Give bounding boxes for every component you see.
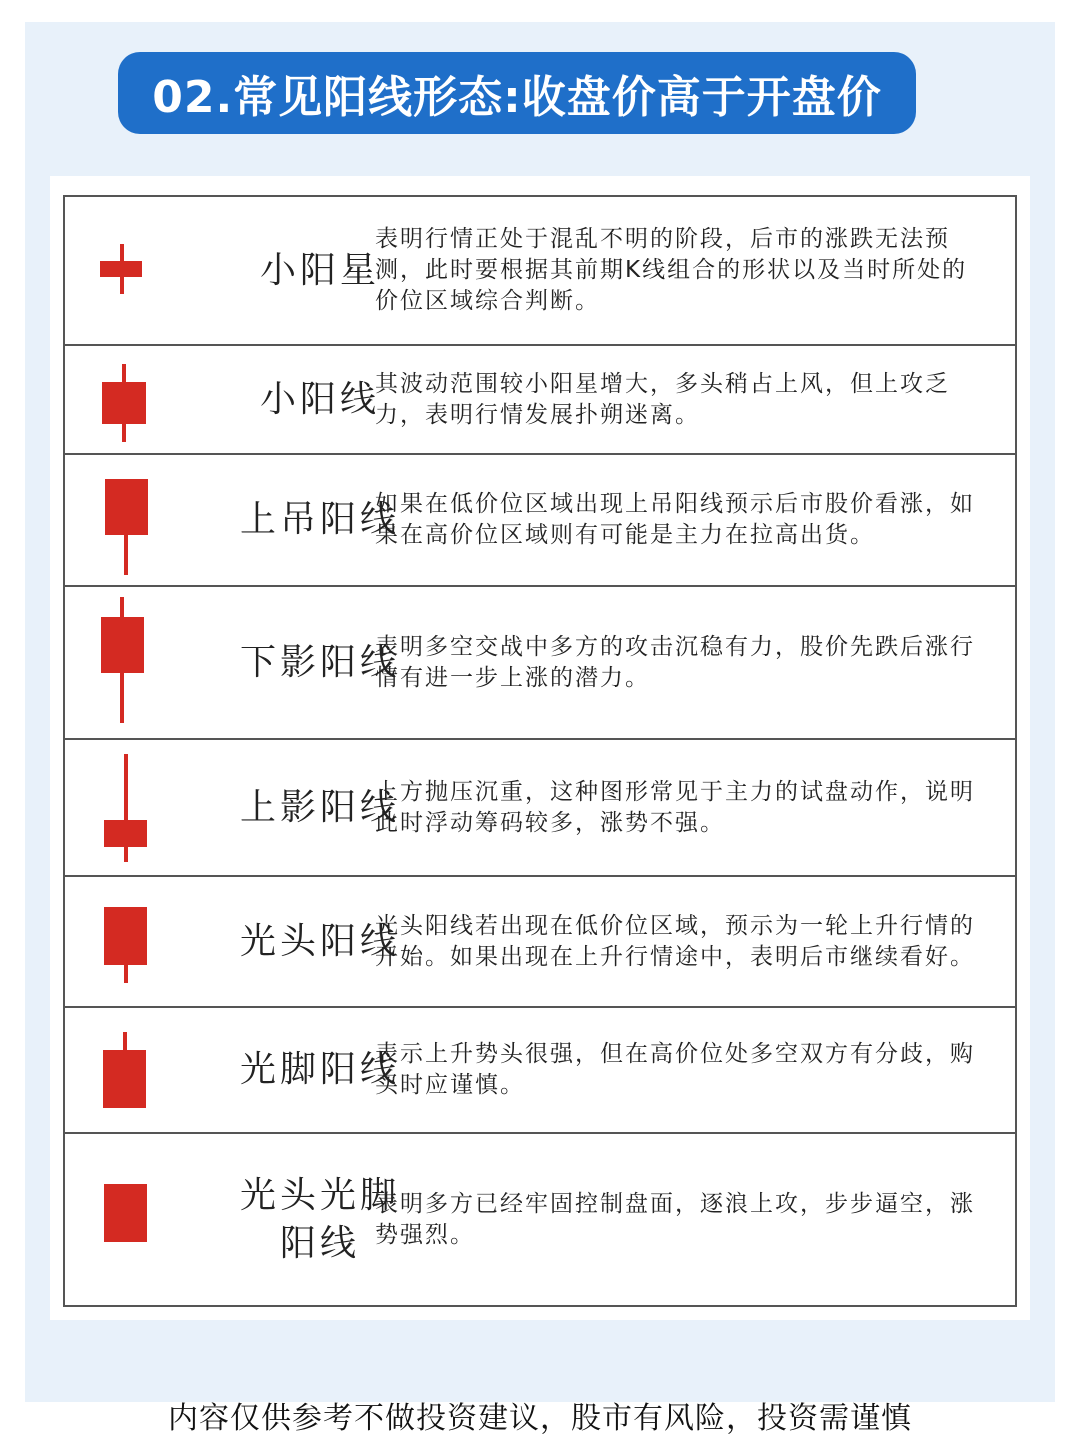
table-row bbox=[65, 877, 1015, 1008]
pattern-description: 如果在低价位区域出现上吊阳线预示后市股价看涨，如果在高价位区域则有可能是主力在拉高出货。 bbox=[375, 491, 975, 548]
table-row bbox=[65, 346, 1015, 455]
page-title: 02.常见阳线形态:收盘价高于开盘价 bbox=[118, 52, 916, 134]
pattern-name: 光头阳线 bbox=[239, 920, 400, 962]
table-row bbox=[65, 587, 1015, 740]
pattern-name: 上影阳线 bbox=[239, 786, 400, 828]
pattern-name: 小阳线 bbox=[259, 378, 380, 420]
candle-small-star-icon bbox=[65, 197, 195, 344]
candle-marubozu-icon bbox=[65, 1134, 195, 1305]
pattern-description: 表明多方已经牢固控制盘面，逐浪上攻，步步逼空，涨势强烈。 bbox=[375, 1190, 975, 1248]
candle-shaven-head-icon bbox=[65, 877, 195, 1006]
pattern-description: 上方抛压沉重，这种图形常见于主力的试盘动作，说明此时浮动筹码较多，涨势不强。 bbox=[375, 778, 975, 836]
candle-hanging-icon bbox=[65, 455, 195, 585]
table-row bbox=[65, 740, 1015, 877]
table-row bbox=[65, 1134, 1015, 1305]
candle-lower-shadow-icon bbox=[65, 587, 195, 738]
pattern-description: 表明行情正处于混乱不明的阶段，后市的涨跌无法预测，此时要根据其前期K线组合的形状以及当时所处的价位区域综合判断。 bbox=[375, 226, 968, 314]
candle-shaven-bottom-icon bbox=[65, 1008, 195, 1132]
pattern-description: 表示上升势头很强，但在高价位处多空双方有分歧，购买时应谨慎。 bbox=[375, 1041, 975, 1098]
pattern-name: 光脚阳线 bbox=[239, 1049, 400, 1090]
pattern-name: 光头光脚阳线 bbox=[239, 1174, 400, 1264]
candlestick-table bbox=[63, 195, 1017, 1307]
disclaimer-footer: 内容仅供参考不做投资建议，股市有风险，投资需谨慎 bbox=[168, 1401, 912, 1436]
table-row bbox=[65, 455, 1015, 587]
pattern-name: 下影阳线 bbox=[239, 641, 400, 683]
pattern-description: 表明多空交战中多方的攻击沉稳有力，股价先跌后涨行情有进一步上涨的潜力。 bbox=[375, 633, 975, 691]
table-row bbox=[65, 1008, 1015, 1134]
pattern-name: 上吊阳线 bbox=[239, 499, 400, 540]
candle-upper-shadow-icon bbox=[65, 740, 195, 875]
table-row bbox=[65, 197, 1015, 346]
pattern-name: 小阳星 bbox=[259, 249, 380, 291]
pattern-description: 光头阳线若出现在低价位区域，预示为一轮上升行情的开始。如果出现在上升行情途中，表明后市继续看好。 bbox=[375, 912, 975, 970]
candle-small-line-icon bbox=[65, 346, 195, 453]
pattern-description: 其波动范围较小阳星增大，多头稍占上风，但上攻乏力，表明行情发展扑朔迷离。 bbox=[375, 370, 950, 428]
